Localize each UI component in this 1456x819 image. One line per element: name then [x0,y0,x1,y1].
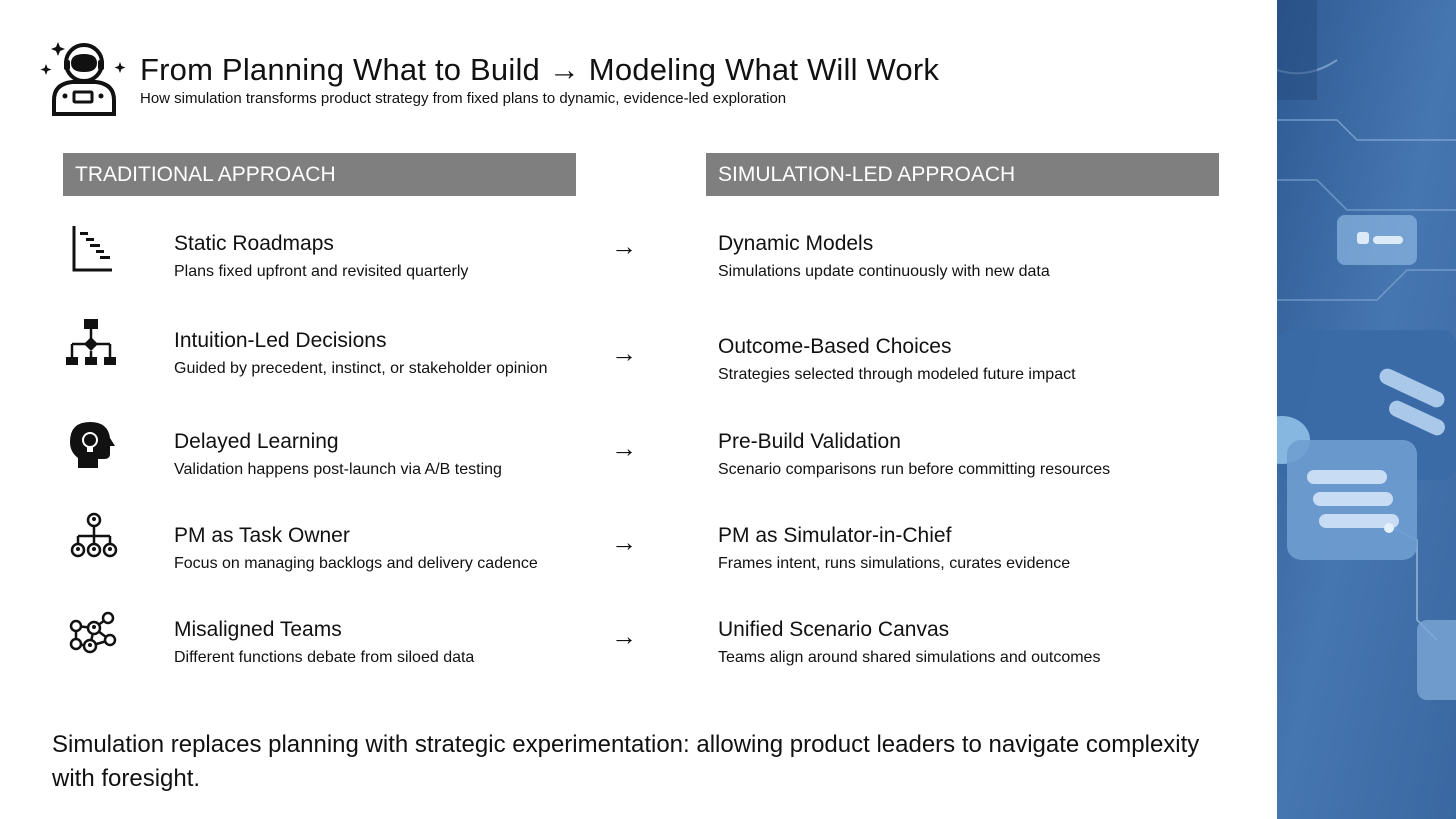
arrow-right-icon: → [611,433,637,463]
simulation-title: Pre-Build Validation [718,430,901,453]
traditional-description: Different functions debate from siloed data [174,649,475,666]
comparison-row [0,524,1260,584]
arrow-right-icon: → [611,527,637,557]
conclusion-text: Simulation replaces planning with strategic experimentation: allowing product leaders to navigate complexity with foresight. [52,731,1200,792]
simulation-description: Frames intent, runs simulations, curates evidence [718,555,1071,572]
network-people-icon [64,606,120,662]
traditional-description: Focus on managing backlogs and delivery cadence [174,555,538,572]
arrow-right-icon: → [611,338,637,368]
comparison-row [0,618,1260,678]
traditional-description: Validation happens post-launch via A/B testing [174,461,502,478]
simulation-description: Teams align around shared simulations and outcomes [718,649,1101,666]
traditional-title: Delayed Learning [174,430,339,453]
comparison-row [0,232,1260,292]
page-subtitle: How simulation transforms product strategy from fixed plans to dynamic, evidence-led exploration [140,90,787,107]
traditional-title: Intuition-Led Decisions [174,329,387,352]
comparison-row [0,329,1260,389]
simulation-description: Simulations update continuously with new data [718,263,1050,280]
traditional-title: Static Roadmaps [174,232,334,255]
traditional-description: Guided by precedent, instinct, or stakeholder opinion [174,360,548,377]
traditional-title: Misaligned Teams [174,618,342,641]
arrow-right-icon: → [611,621,637,651]
simulation-title: Outcome-Based Choices [718,335,952,358]
simulation-title: PM as Simulator-in-Chief [718,524,952,547]
traditional-column-header: TRADITIONAL APPROACH [63,153,576,196]
simulation-description: Strategies selected through modeled future impact [718,366,1076,383]
arrow-right-icon: → [611,231,637,261]
head-lightbulb-icon [64,418,120,474]
traditional-description: Plans fixed upfront and revisited quarterly [174,263,469,280]
org-hierarchy-icon [64,512,120,568]
page-title: From Planning What to Build → Modeling What Will Work [140,52,940,87]
roadmap-chart-icon [64,220,120,276]
comparison-row [0,430,1260,490]
decorative-network-image [1277,0,1456,819]
traditional-title: PM as Task Owner [174,524,350,547]
simulation-title: Dynamic Models [718,232,874,255]
simulation-column-header: SIMULATION-LED APPROACH [706,153,1219,196]
astronaut-icon [40,36,126,118]
simulation-title: Unified Scenario Canvas [718,618,950,641]
simulation-description: Scenario comparisons run before committing resources [718,461,1111,478]
decision-flowchart-icon [64,317,120,373]
